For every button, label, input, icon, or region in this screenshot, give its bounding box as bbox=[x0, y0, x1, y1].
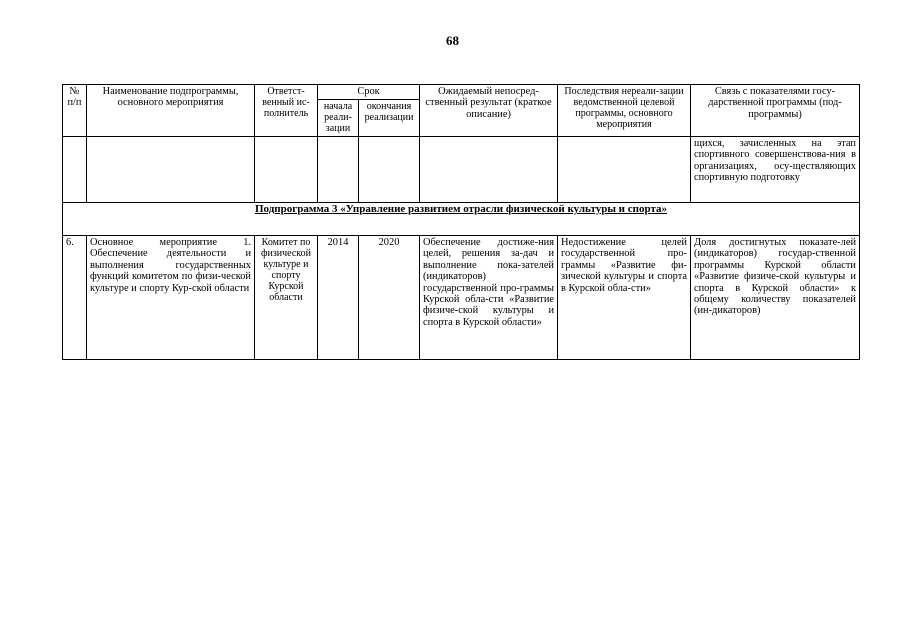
header-link: Связь с показателями госу-дарственной программы (под-программы) bbox=[691, 85, 860, 137]
table-row bbox=[63, 236, 860, 360]
header-start: начала реали-зации bbox=[318, 100, 359, 137]
header-term: Срок bbox=[318, 85, 420, 100]
header-num: № п/п bbox=[63, 85, 87, 137]
header-consequences: Последствия нереали-зации ведомственной целевой программы, основного мероприятия bbox=[558, 85, 691, 137]
continuation-result-cell bbox=[420, 137, 558, 203]
continuation-row bbox=[63, 137, 860, 203]
page-number: 68 bbox=[446, 33, 459, 48]
continuation-num-cell bbox=[63, 137, 87, 203]
row6-end: 2020 bbox=[359, 236, 420, 360]
row6-consequences: Недостижение целей государственной про-граммы «Развитие фи-зической культуры и спорта в Курской обла-сти» bbox=[558, 236, 691, 360]
subprogram-title-cell bbox=[63, 203, 860, 236]
continuation-link-text: щихся, зачисленных на этап спортивного совершенствова-ния в организациях, осу-ществляющих спортивную подготовку bbox=[691, 137, 860, 203]
row6-result: Обеспечение достиже-ния целей, решения за-дач и выполнение пока-зателей (индикаторов) государственной про-граммы Курской обла-сти «Развитие физиче-ской культуры и спорта в Курской области» bbox=[420, 236, 558, 360]
header-executor: Ответст-венный ис-полнитель bbox=[255, 85, 318, 137]
row6-name: Основное мероприятие 1. Обеспечение деятельности и выполнения государственных функций комитетом по физи-ческой культуре и спорту Кур-ской области bbox=[87, 236, 255, 360]
row6-link: Доля достигнутых показате-лей (индикаторов) государ-ственной программы Курской области «Развитие физиче-ской культуры и спорта в Курской области» к общему количеству показателей (ин-дикаторов) bbox=[691, 236, 860, 360]
subprogram-row bbox=[63, 203, 860, 236]
header-result: Ожидаемый непосред-ственный результат (краткое описание) bbox=[420, 85, 558, 137]
row6-start: 2014 bbox=[318, 236, 359, 360]
continuation-consequences-cell bbox=[558, 137, 691, 203]
continuation-end-cell bbox=[359, 137, 420, 203]
row6-executor: Комитет по физической культуре и спорту Курской области bbox=[255, 236, 318, 360]
header-row bbox=[63, 85, 860, 100]
row6-num: 6. bbox=[63, 236, 87, 360]
program-table bbox=[62, 84, 860, 360]
subprogram-title: Подпрограмма 3 «Управление развитием отрасли физической культуры и спорта» bbox=[254, 203, 667, 215]
header-name: Наименование подпрограммы, основного мероприятия bbox=[87, 85, 255, 137]
continuation-name-cell bbox=[87, 137, 255, 203]
continuation-start-cell bbox=[318, 137, 359, 203]
header-end: окончания реализации bbox=[359, 100, 420, 137]
continuation-executor-cell bbox=[255, 137, 318, 203]
